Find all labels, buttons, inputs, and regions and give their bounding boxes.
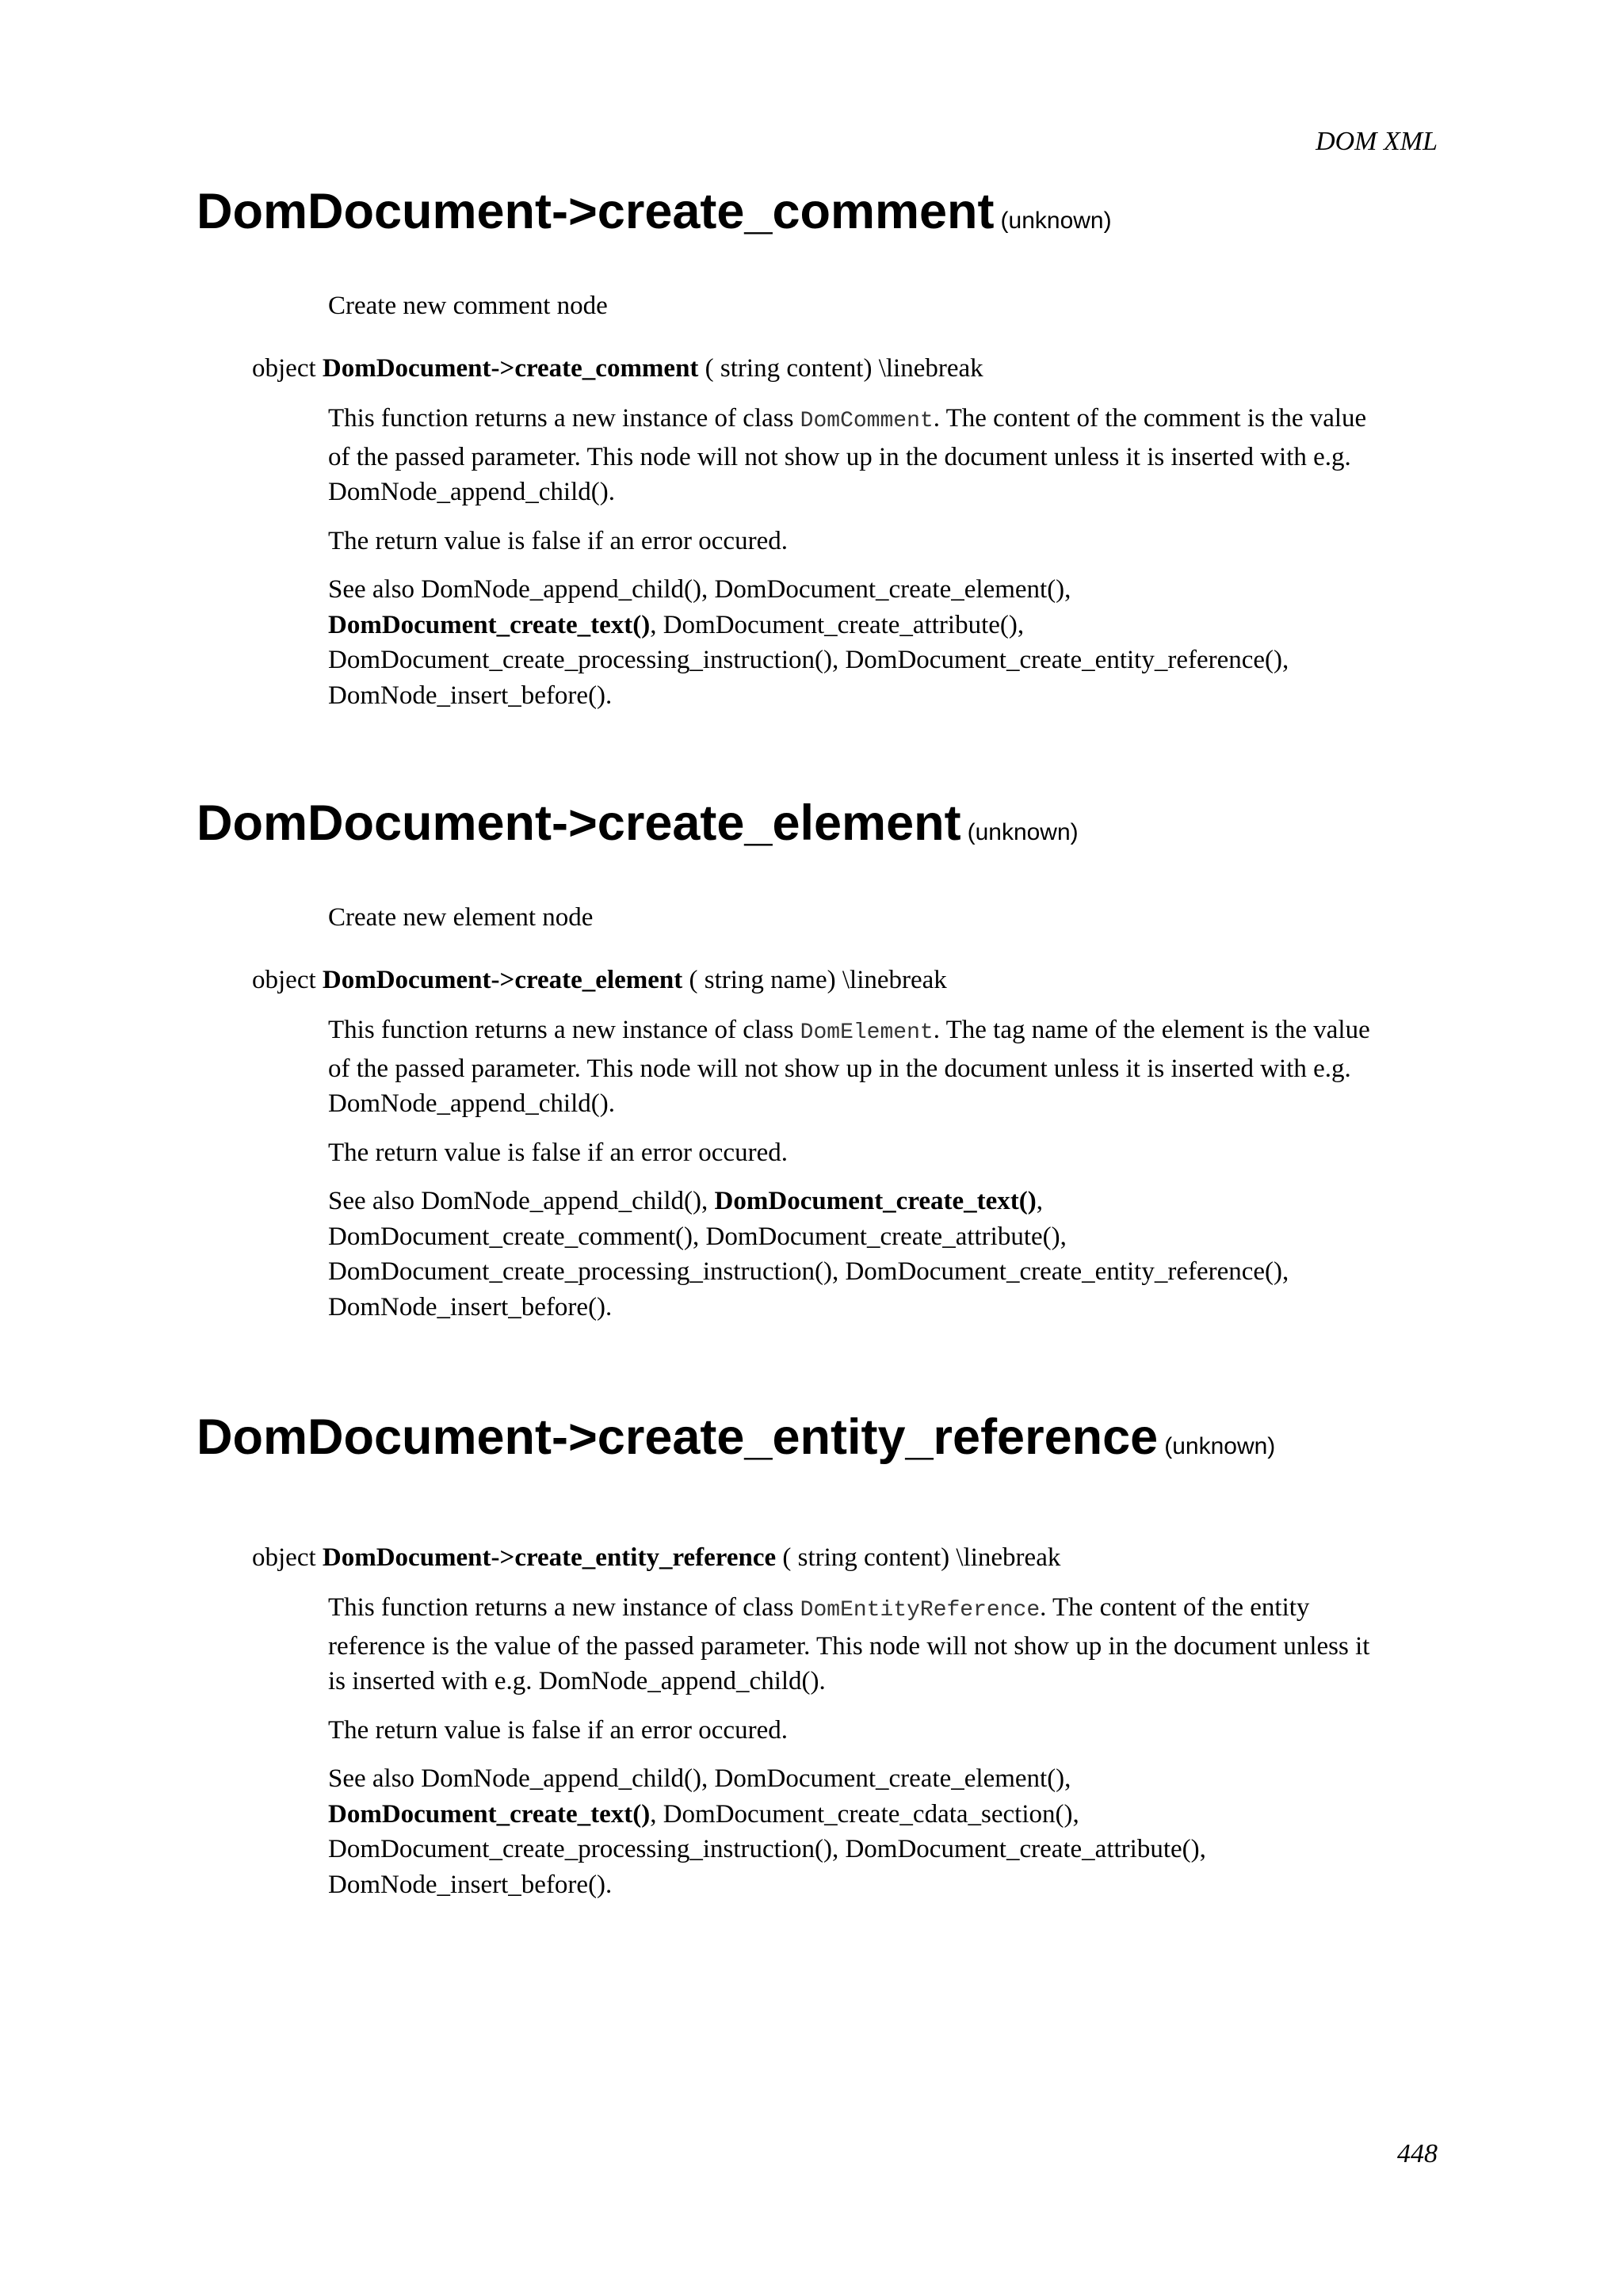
description-line: DomNode_append_child(). — [328, 1089, 615, 1118]
description-line — [328, 1013, 1438, 1051]
description-line: of the passed parameter. This node will not show up in the document unless it is inserted with e.g. — [328, 442, 1351, 471]
running-header: DOM XML — [1316, 127, 1438, 156]
section-purpose: Create new comment node — [328, 292, 608, 320]
section-body — [328, 1013, 1438, 1338]
see-also-line: DomDocument_create_processing_instruction(), DomDocument_create_entity_reference(), — [328, 646, 1289, 674]
description-line — [328, 1590, 1438, 1629]
function-synopsis — [252, 1540, 1060, 1575]
synopsis-function-name: DomDocument->create_comment — [322, 354, 699, 383]
description-paragraph — [328, 1590, 1438, 1699]
see-also-line: DomNode_insert_before(). — [328, 1870, 613, 1899]
section-tag: (unknown) — [1164, 1433, 1276, 1459]
description-line: reference is the value of the passed parameter. This node will not show up in the document unless it — [328, 1631, 1370, 1661]
see-also-line: See also DomNode_append_child(), DomDocument_create_element(), — [328, 575, 1071, 604]
section-body — [328, 1590, 1438, 1916]
description-text: . The content of the comment is the value — [933, 404, 1367, 433]
see-also-line — [328, 608, 1438, 643]
description-text: . The content of the entity — [1040, 1593, 1310, 1622]
see-also-line — [328, 1797, 1438, 1833]
description-text: This function returns a new instance of class — [328, 1593, 800, 1622]
section-title-text: DomDocument->create_comment — [197, 184, 995, 239]
see-also-text: , — [1036, 1187, 1044, 1215]
section-title — [197, 1409, 1276, 1465]
section-title-text: DomDocument->create_entity_reference — [197, 1409, 1159, 1465]
section-title — [197, 795, 1079, 851]
class-name-code: DomElement — [800, 1020, 934, 1045]
section-body — [328, 401, 1438, 727]
synopsis-function-name: DomDocument->create_entity_reference — [322, 1543, 777, 1572]
see-also-paragraph — [328, 572, 1438, 713]
description-line: is inserted with e.g. DomNode_append_child(). — [328, 1667, 826, 1695]
see-also-line: DomDocument_create_processing_instruction(), DomDocument_create_entity_reference(), — [328, 1257, 1289, 1286]
see-also-paragraph — [328, 1184, 1438, 1325]
see-also-bold-ref: DomDocument_create_text() — [328, 1799, 651, 1829]
section-purpose: Create new element node — [328, 903, 594, 932]
description-line — [328, 401, 1438, 440]
section-tag: (unknown) — [967, 819, 1079, 845]
synopsis-args: ( string content) \linebreak — [776, 1543, 1061, 1572]
synopsis-prefix: object — [252, 966, 323, 994]
description-line: DomNode_append_child(). — [328, 478, 615, 506]
see-also-line: DomDocument_create_comment(), DomDocument_create_attribute(), — [328, 1222, 1067, 1251]
synopsis-args: ( string content) \linebreak — [698, 354, 983, 383]
return-value-paragraph: The return value is false if an error occured. — [328, 1715, 788, 1745]
return-value-paragraph: The return value is false if an error occured. — [328, 1138, 788, 1167]
see-also-line: DomNode_insert_before(). — [328, 1292, 613, 1322]
section-title — [197, 184, 1112, 239]
class-name-code: DomComment — [800, 409, 934, 433]
synopsis-function-name: DomDocument->create_element — [322, 966, 683, 994]
synopsis-prefix: object — [252, 1543, 323, 1572]
see-also-line: DomNode_insert_before(). — [328, 681, 613, 710]
see-also-bold-ref: DomDocument_create_text() — [328, 610, 651, 639]
description-paragraph — [328, 1013, 1438, 1122]
function-synopsis — [252, 351, 983, 386]
description-text: This function returns a new instance of class — [328, 404, 800, 433]
synopsis-prefix: object — [252, 354, 323, 383]
see-also-bold-ref: DomDocument_create_text() — [714, 1187, 1037, 1215]
description-text: . The tag name of the element is the value — [933, 1016, 1370, 1044]
page-number: 448 — [1397, 2139, 1438, 2168]
synopsis-args: ( string name) \linebreak — [682, 966, 947, 994]
see-also-text: , DomDocument_create_cdata_section(), — [650, 1799, 1079, 1829]
see-also-line — [328, 1184, 1438, 1219]
description-line: of the passed parameter. This node will not show up in the document unless it is inserted with e.g. — [328, 1054, 1351, 1083]
see-also-text: See also DomNode_append_child(), — [328, 1187, 715, 1215]
see-also-text: , DomDocument_create_attribute(), — [650, 610, 1025, 639]
see-also-paragraph — [328, 1761, 1438, 1902]
return-value-paragraph: The return value is false if an error occured. — [328, 526, 788, 555]
description-text: This function returns a new instance of class — [328, 1016, 800, 1044]
class-name-code: DomEntityReference — [800, 1598, 1041, 1623]
see-also-line: See also DomNode_append_child(), DomDocument_create_element(), — [328, 1764, 1071, 1793]
section-tag: (unknown) — [1000, 208, 1112, 234]
description-paragraph — [328, 401, 1438, 510]
section-title-text: DomDocument->create_element — [197, 795, 961, 851]
see-also-line: DomDocument_create_processing_instruction(), DomDocument_create_attribute(), — [328, 1835, 1206, 1863]
function-synopsis — [252, 963, 947, 997]
